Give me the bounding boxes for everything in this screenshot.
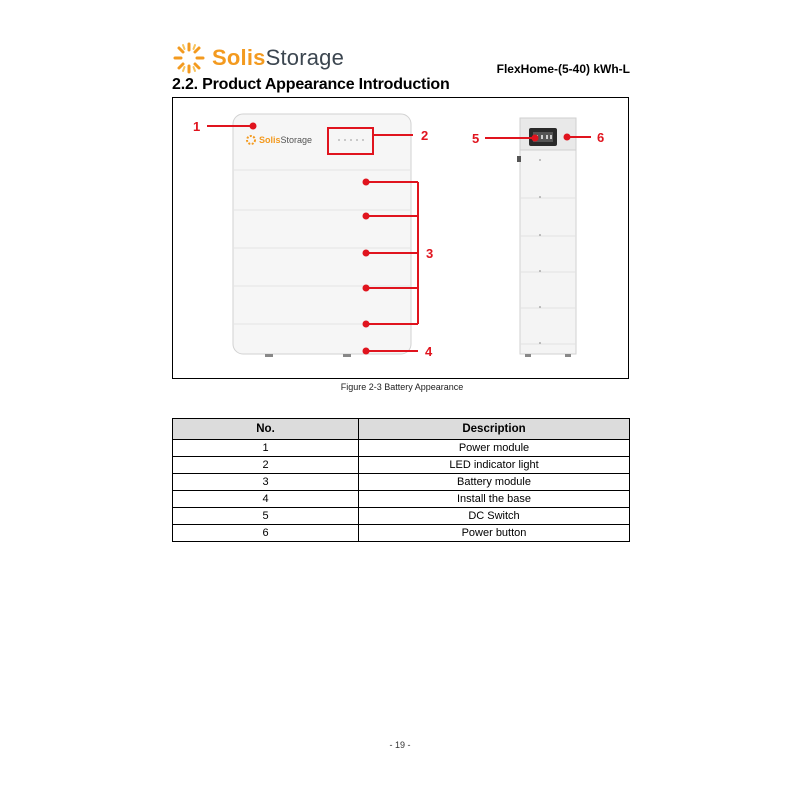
brand-name: SolisStorage bbox=[212, 45, 345, 70]
cell-no: 1 bbox=[173, 440, 359, 457]
col-header-description: Description bbox=[359, 419, 630, 440]
cell-no: 2 bbox=[173, 457, 359, 474]
table-row bbox=[173, 474, 630, 491]
callout-1: 1 bbox=[193, 119, 201, 134]
battery-front-view bbox=[233, 114, 411, 357]
table-row bbox=[173, 525, 630, 542]
callout-3: 3 bbox=[426, 246, 434, 261]
figure-caption: Figure 2-3 Battery Appearance bbox=[340, 382, 464, 392]
callout-6: 6 bbox=[597, 130, 605, 145]
cell-description: Power module bbox=[359, 440, 630, 457]
cell-description: Battery module bbox=[359, 474, 630, 491]
page-number: - 19 - bbox=[389, 740, 411, 750]
table-row bbox=[173, 457, 630, 474]
cell-no: 5 bbox=[173, 508, 359, 525]
component-table bbox=[172, 418, 630, 542]
battery-illustration bbox=[173, 98, 630, 380]
cell-no: 6 bbox=[173, 525, 359, 542]
cell-description: Install the base bbox=[359, 491, 630, 508]
model-name: FlexHome-(5-40) kWh-L bbox=[496, 62, 630, 76]
sun-logo-icon bbox=[172, 41, 206, 75]
col-header-no: No. bbox=[173, 419, 359, 440]
callout-5: 5 bbox=[472, 131, 480, 146]
cell-no: 3 bbox=[173, 474, 359, 491]
table-row bbox=[173, 508, 630, 525]
callout-4: 4 bbox=[425, 344, 433, 359]
battery-side-view bbox=[517, 118, 576, 357]
device-logo: SolisStorage bbox=[259, 135, 313, 145]
callout-2: 2 bbox=[421, 128, 429, 143]
table-row bbox=[173, 440, 630, 457]
cell-description: LED indicator light bbox=[359, 457, 630, 474]
cell-description: Power button bbox=[359, 525, 630, 542]
table-row bbox=[173, 491, 630, 508]
cell-no: 4 bbox=[173, 491, 359, 508]
battery-figure bbox=[172, 97, 629, 379]
section-title: 2.2. Product Appearance Introduction bbox=[172, 76, 450, 93]
cell-description: DC Switch bbox=[359, 508, 630, 525]
table-header-row bbox=[173, 419, 630, 440]
brand-logo bbox=[172, 40, 344, 76]
